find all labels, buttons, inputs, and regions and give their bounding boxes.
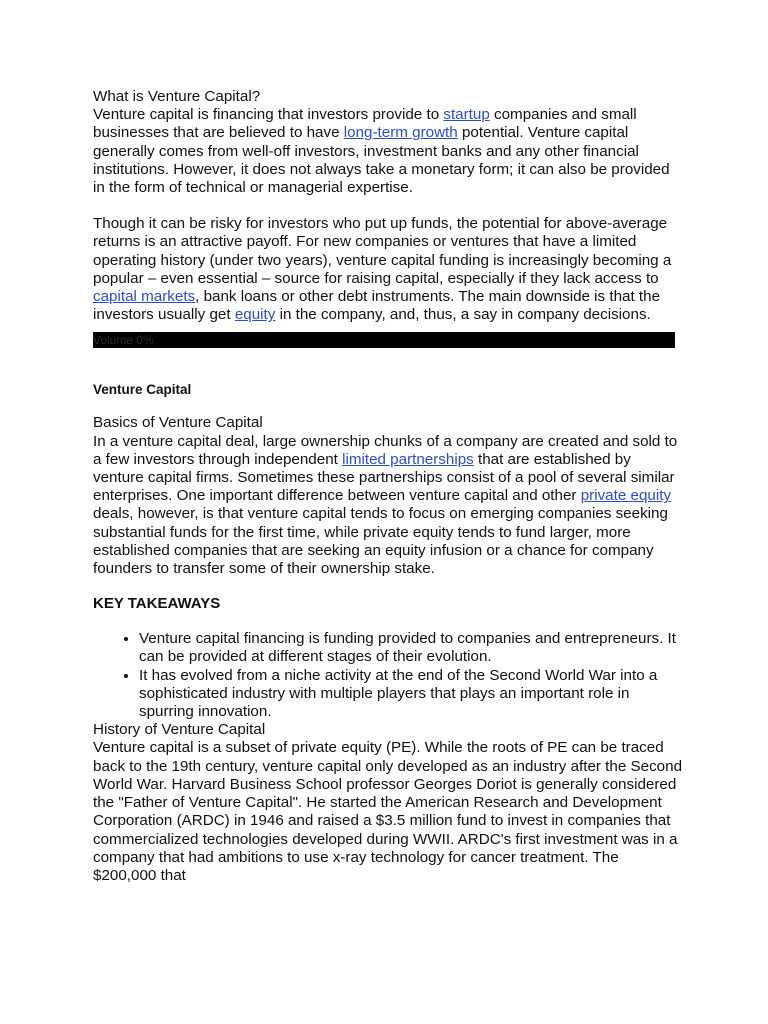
intro-paragraph [93,106,683,197]
history-paragraph: Venture capital is a subset of private equity (PE). While the roots of PE can be traced back to the 19th century, venture capital only developed as an industry after the Second World War. Harvard Business School professor Georges Doriot is generally considered the "Father of Venture Capital". He started the American Research and Development Corporation (ARDC) in 1946 and raised a $3.5 million fund to invest in companies that commercialized technologies developed during WWII. ARDC's first investment was in a company that had ambitions to use x-ray technology for cancer treatment. The $200,000 that [93,739,683,884]
section-title-basics: Basics of Venture Capital [93,414,263,432]
link-long-term-growth[interactable]: long-term growth [343,124,458,142]
key-takeaways-list [93,630,683,721]
text-run: , bank loans or other debt instruments. The main downside is that the investors usually get [93,288,661,324]
text-run: that are established by venture capital firms. Sometimes these partnerships consist of a pool of several similar enterprises. One important difference between venture capital and other [93,450,675,505]
link-limited-partnerships[interactable]: limited partnerships [342,450,474,468]
link-private-equity[interactable]: private equity [580,487,672,505]
section-title-history: History of Venture Capital [93,721,266,739]
video-player-bar[interactable] [93,332,675,348]
key-takeaways-heading: KEY TAKEAWAYS [93,595,221,613]
video-caption-venture-capital: Venture Capital [93,382,192,398]
text-run: deals, however, is that venture capital tends to focus on emerging companies seeking substantial funds for the first time, while private equity tends to fund larger, more established companies that are seeking an equity infusion or a chance for company founders to transfer some of their ownership stake. [93,505,668,578]
list-item: • Venture capital financing is funding provided to companies and entrepreneurs. It can be provided at different stages of their evolution. [139,630,683,666]
section-title-what-is-vc: What is Venture Capital? [93,88,261,105]
link-equity[interactable]: equity [234,306,276,324]
text-run: in the company, and, thus, a say in company decisions. [275,306,651,324]
text-run: companies and small businesses that are believed to have [93,106,637,142]
spacer [93,197,683,215]
spacer [93,612,683,630]
text-run: In a venture capital deal, large ownership chunks of a company are created and sold to a few investors through independent [93,432,678,468]
link-startup[interactable]: startup [443,106,490,124]
basics-paragraph [93,433,683,579]
text-run: Though it can be risky for investors who put up funds, the potential for above-average returns is an attractive payoff. For new companies or ventures that have a limited operating history (under two years), venture capital funding is increasingly becoming a popular – even essential – source for raising capital, especially if they lack access to [93,215,672,287]
spacer [93,397,683,414]
risk-paragraph [93,215,683,324]
link-capital-markets[interactable]: capital markets [93,288,196,306]
text-run: Venture capital is financing that investors provide to [93,106,444,124]
list-item: • It has evolved from a niche activity at the end of the Second World War into a sophisticated industry with multiple players that plays an important role in spurring innovation. [139,667,683,722]
text-run: potential. Venture capital generally comes from well-off investors, investment banks and any other financial institutions. However, it does not always take a monetary form; it can also be provided in the form of technical or managerial expertise. [93,124,670,197]
spacer [93,348,683,382]
volume-label[interactable]: Volume 0% [93,333,154,348]
document-page [93,88,683,885]
spacer [93,578,683,595]
